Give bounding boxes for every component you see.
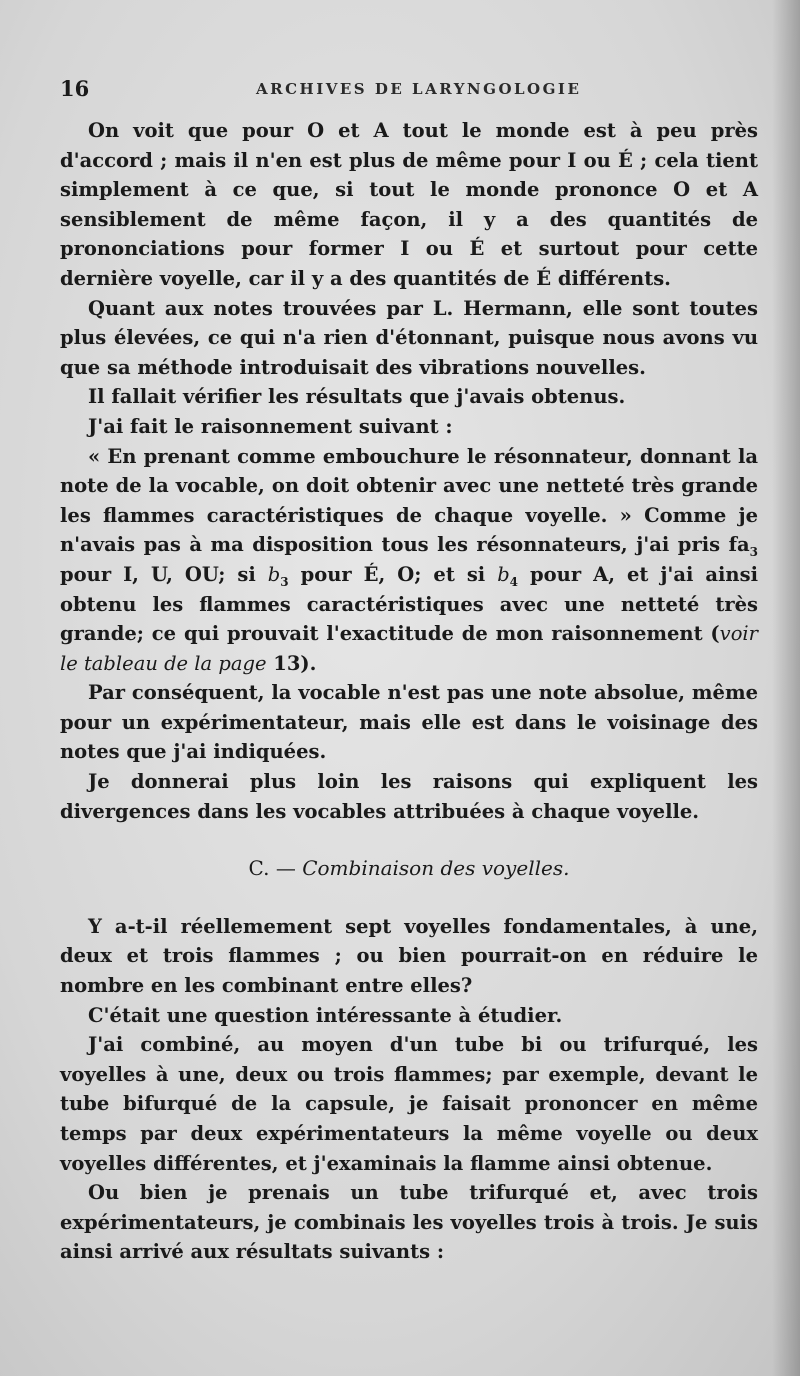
- subscript: 4: [509, 574, 519, 589]
- paragraph: C'était une question intéressante à étudier.: [88, 1003, 563, 1027]
- paragraph: Je donnerai plus loin les raisons qui expliquent les divergences dans les vocables attribuées à chaque voyelle.: [60, 770, 758, 823]
- text-run: 13).: [266, 651, 317, 675]
- paragraph: Quant aux notes trouvées par L. Hermann, elle sont toutes plus élevées, ce qui n'a rien d'étonnant, puisque nous avons vu que sa méthode introduisait des vibrations nouvelles.: [60, 296, 758, 379]
- text-run: pour I, U, OU; si: [60, 562, 268, 586]
- italic-reference: voir le tableau de la page: [60, 622, 758, 675]
- paragraph: Par conséquent, la vocable n'est pas une note absolue, même pour un expérimentateur, mais elle est dans le voisinage des notes que j'ai indiquées.: [60, 681, 758, 764]
- subscript: 3: [749, 545, 758, 560]
- text-run: pour É, O; et si: [288, 562, 498, 586]
- page-edge-shadow: [772, 0, 800, 1376]
- paragraph: Ou bien je prenais un tube trifurqué et, avec trois expérimentateurs, je combinais les voyelles trois à trois. Je suis ainsi arrivé aux résultats suivants :: [60, 1181, 758, 1264]
- running-title: ARCHIVES DE LARYNGOLOGIE: [256, 80, 582, 98]
- page-header: [60, 76, 760, 106]
- page-body: [60, 116, 758, 1267]
- text-run: pour A, et j'ai ainsi obtenu les flammes caractéristiques avec une netteté très grande; ce qui prouvait l'exactitude de mon raisonnement (: [60, 562, 758, 646]
- section-heading: [60, 854, 758, 884]
- paragraph: J'ai fait le raisonnement suivant :: [88, 414, 453, 438]
- paragraph-quote: [60, 442, 758, 679]
- text-run: « En prenant comme embouchure le résonnateur, donnant la note de la vocable, on doit obtenir avec une netteté très grande les flammes caractéristiques de chaque voyelle. » Comme je n'avais pas à ma disposition tous les résonnateurs, j'ai pris fa: [60, 444, 758, 557]
- italic-note: b: [497, 562, 510, 586]
- paragraph: Il fallait vérifier les résultats que j'avais obtenus.: [88, 385, 626, 409]
- subscript: 3: [280, 574, 289, 589]
- italic-note: b: [267, 562, 281, 586]
- paragraph: J'ai combiné, au moyen d'un tube bi ou trifurqué, les voyelles à une, deux ou trois flammes; par exemple, devant le tube bifurqué de la capsule, je faisait prononcer en même temps par deux expérimentateurs la même voyelle ou deux voyelles différentes, et j'examinais la flamme ainsi obtenue.: [60, 1033, 758, 1175]
- page-number: 16: [60, 76, 90, 101]
- section-title: Combinaison des voyelles.: [302, 856, 570, 881]
- section-prefix: C. —: [248, 856, 303, 881]
- paragraph: On voit que pour O et A tout le monde est à peu près d'accord ; mais il n'en est plus de même pour I ou É ; cela tient simplement à ce que, si tout le monde prononce O et A sensiblement de même façon, il y a des quantités de prononciations pour former I ou É et surtout pour cette dernière voyelle, car il y a des quantités de É différents.: [60, 119, 758, 290]
- paragraph: Y a-t-il réellemement sept voyelles fondamentales, à une, deux et trois flammes ; ou bien pourrait-on en réduire le nombre en les combinant entre elles?: [60, 914, 758, 998]
